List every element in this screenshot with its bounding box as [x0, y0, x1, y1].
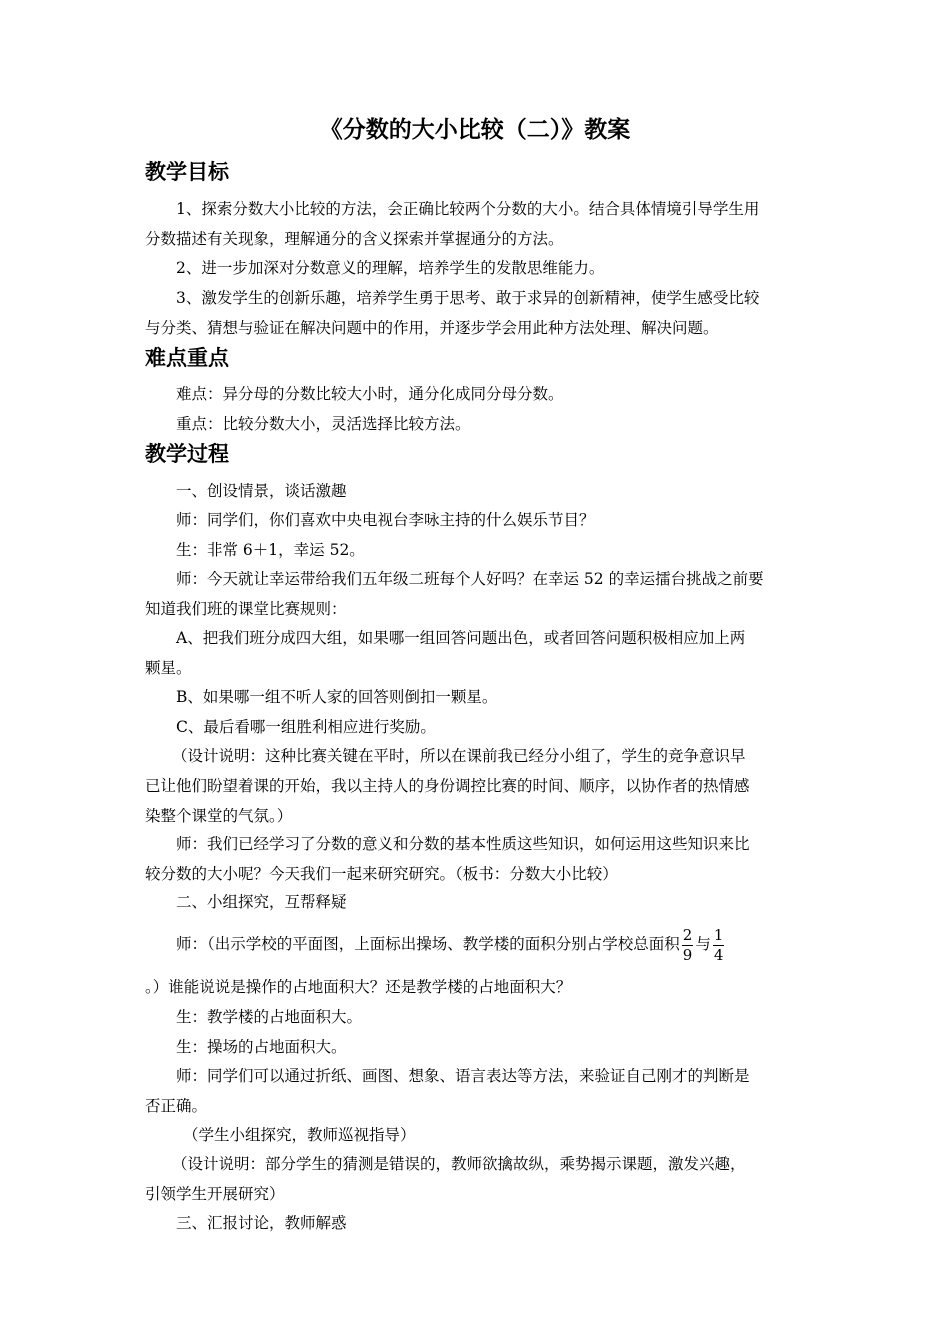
dialogue-3-line-2: 知道我们班的课堂比赛规则： — [145, 600, 347, 618]
design-note-1-line-1: （设计说明：这种比赛关键在平时，所以在课前我已经分小组了，学生的竞争意识早 — [172, 747, 746, 765]
dialogue-5-line-1 — [145, 920, 846, 968]
dialogue-4-line-1: 师：我们已经学习了分数的意义和分数的基本性质这些知识，如何运用这些知识来比 — [176, 835, 750, 853]
design-note-1 — [145, 741, 815, 831]
key-difficulty: 难点：异分母的分数比较大小时，通分化成同分母分数。 — [176, 385, 564, 403]
design-note-3-line-2: 引领学生开展研究） — [145, 1185, 285, 1203]
dialogue-4 — [145, 829, 815, 889]
heading-key-points: 难点重点 — [145, 346, 229, 370]
goal-1-line-1: 1、探索分数大小比较的方法，会正确比较两个分数的大小。结合具体情境引导学生用 — [176, 200, 760, 218]
section-2-title: 二、小组探究，互帮释疑 — [176, 893, 347, 911]
rule-c: C、最后看哪一组胜利相应进行奖励。 — [176, 718, 436, 736]
dialogue-8-line-1: 师：同学们可以通过折纸、画图、想象、语言表达等方法，来验证自己刚才的判断是 — [176, 1067, 750, 1085]
dialogue-2: 生：非常 6＋1，幸运 52。 — [176, 541, 365, 559]
rule-b: B、如果哪一组不听人家的回答则倒扣一颗星。 — [176, 688, 498, 706]
dialogue-5-text: 师：（出示学校的平面图，上面标出操场、教学楼的面积分别占学校总面积 — [176, 935, 680, 953]
document-title: 《分数的大小比较（二）》教案 — [319, 117, 631, 143]
dialogue-6: 生：教学楼的占地面积大。 — [176, 1008, 363, 1026]
dialogue-7: 生：操场的占地面积大。 — [176, 1038, 347, 1056]
dialogue-5-connector: 与 — [695, 935, 711, 953]
design-note-2: （学生小组探究，教师巡视指导） — [183, 1126, 416, 1144]
design-note-3 — [145, 1149, 815, 1209]
section-1-title: 一、创设情景，谈话激趣 — [176, 482, 347, 500]
rule-a-line-1: A、把我们班分成四大组，如果哪一组回答问题出色，或者回答问题积极相应加上两 — [176, 629, 746, 647]
fraction-numerator: 1 — [713, 925, 724, 944]
key-focus: 重点：比较分数大小，灵活选择比较方法。 — [176, 415, 471, 433]
dialogue-8 — [145, 1061, 815, 1121]
design-note-1-line-3: 染整个课堂的气氛。） — [145, 807, 293, 825]
design-note-3-line-1: （设计说明：部分学生的猜测是错误的，教师欲擒故纵，乘势揭示课题，激发兴趣， — [172, 1155, 746, 1173]
rule-a — [145, 623, 815, 683]
dialogue-4-line-2: 较分数的大小呢？今天我们一起来研究研究。（板书：分数大小比较） — [145, 865, 618, 883]
dialogue-1: 师：同学们，你们喜欢中央电视台李咏主持的什么娱乐节目？ — [176, 511, 595, 529]
goal-2: 2、进一步加深对分数意义的理解，培养学生的发散思维能力。 — [176, 259, 605, 277]
dialogue-5-line-2: 。）谁能说说是操作的占地面积大？还是教学楼的占地面积大？ — [145, 978, 572, 996]
heading-teaching-goals: 教学目标 — [145, 160, 229, 184]
design-note-1-line-2: 已让他们盼望着课的开始，我以主持人的身份调控比赛的时间、顺序，以协作者的热情感 — [145, 777, 750, 795]
fraction-two-ninths — [682, 926, 694, 965]
dialogue-3 — [145, 564, 815, 624]
goal-1 — [145, 194, 815, 254]
fraction-one-quarter — [713, 926, 725, 965]
fraction-numerator: 2 — [682, 925, 693, 944]
heading-teaching-process: 教学过程 — [145, 442, 229, 466]
goal-3-line-1: 3、激发学生的创新乐趣，培养学生勇于思考、敢于求异的创新精神，使学生感受比较 — [176, 289, 760, 307]
fraction-denominator: 9 — [682, 945, 693, 964]
goal-3-line-2: 与分类、猜想与验证在解决问题中的作用，并逐步学会用此种方法处理、解决问题。 — [145, 319, 719, 337]
goal-1-line-2: 分数描述有关现象，理解通分的含义探索并掌握通分的方法。 — [145, 230, 564, 248]
fraction-denominator: 4 — [713, 945, 724, 964]
rule-a-line-2: 颗星。 — [145, 659, 192, 677]
dialogue-3-line-1: 师：今天就让幸运带给我们五年级二班每个人好吗？在幸运 52 的幸运擂台挑战之前要 — [176, 570, 764, 588]
dialogue-8-line-2: 否正确。 — [145, 1097, 208, 1115]
section-3-title: 三、汇报讨论，教师解惑 — [176, 1214, 347, 1232]
goal-3 — [145, 283, 815, 343]
